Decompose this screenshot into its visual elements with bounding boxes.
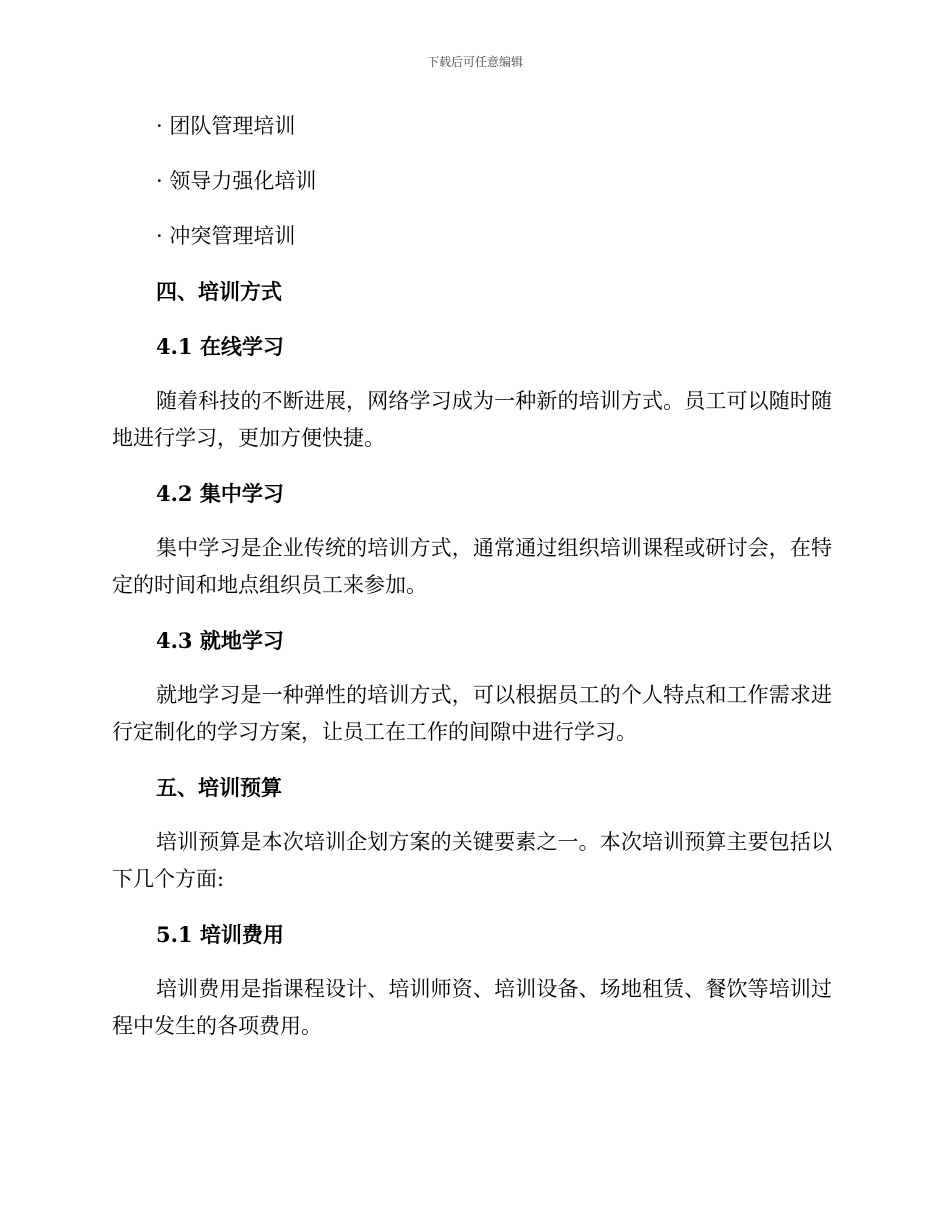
- subsection-4-2-paragraph: 集中学习是企业传统的培训方式，通常通过组织培训课程或研讨会，在特定的时间和地点组织员工来参加。: [112, 536, 832, 597]
- page-header: 下载后可任意编辑: [426, 55, 523, 69]
- subsection-5-1-heading: 5.1 培训费用: [156, 922, 284, 947]
- section-5-intro-paragraph: 培训预算是本次培训企划方案的关键要素之一。本次培训预算主要包括以下几个方面:: [112, 830, 832, 891]
- section-5-heading: 五、培训预算: [156, 775, 282, 800]
- subsection-4-3-heading: 4.3 就地学习: [156, 628, 284, 653]
- subsection-4-1-paragraph: 随着科技的不断进展，网络学习成为一种新的培训方式。员工可以随时随地进行学习，更加方便快捷。: [112, 389, 832, 450]
- document-body: [112, 108, 834, 1063]
- bullet-item-conflict-management: · 冲突管理培训: [156, 224, 296, 248]
- bullet-item-leadership: · 领导力强化培训: [156, 169, 317, 193]
- subsection-4-3-paragraph: 就地学习是一种弹性的培训方式，可以根据员工的个人特点和工作需求进行定制化的学习方案，让员工在工作的间隙中进行学习。: [112, 683, 832, 744]
- subsection-4-2-heading: 4.2 集中学习: [156, 481, 284, 506]
- bullet-item-team-management: · 团队管理培训: [156, 114, 296, 138]
- subsection-5-1-paragraph: 培训费用是指课程设计、培训师资、培训设备、场地租赁、餐饮等培训过程中发生的各项费用。: [112, 977, 832, 1038]
- section-4-heading: 四、培训方式: [156, 279, 282, 304]
- subsection-4-1-heading: 4.1 在线学习: [156, 334, 284, 359]
